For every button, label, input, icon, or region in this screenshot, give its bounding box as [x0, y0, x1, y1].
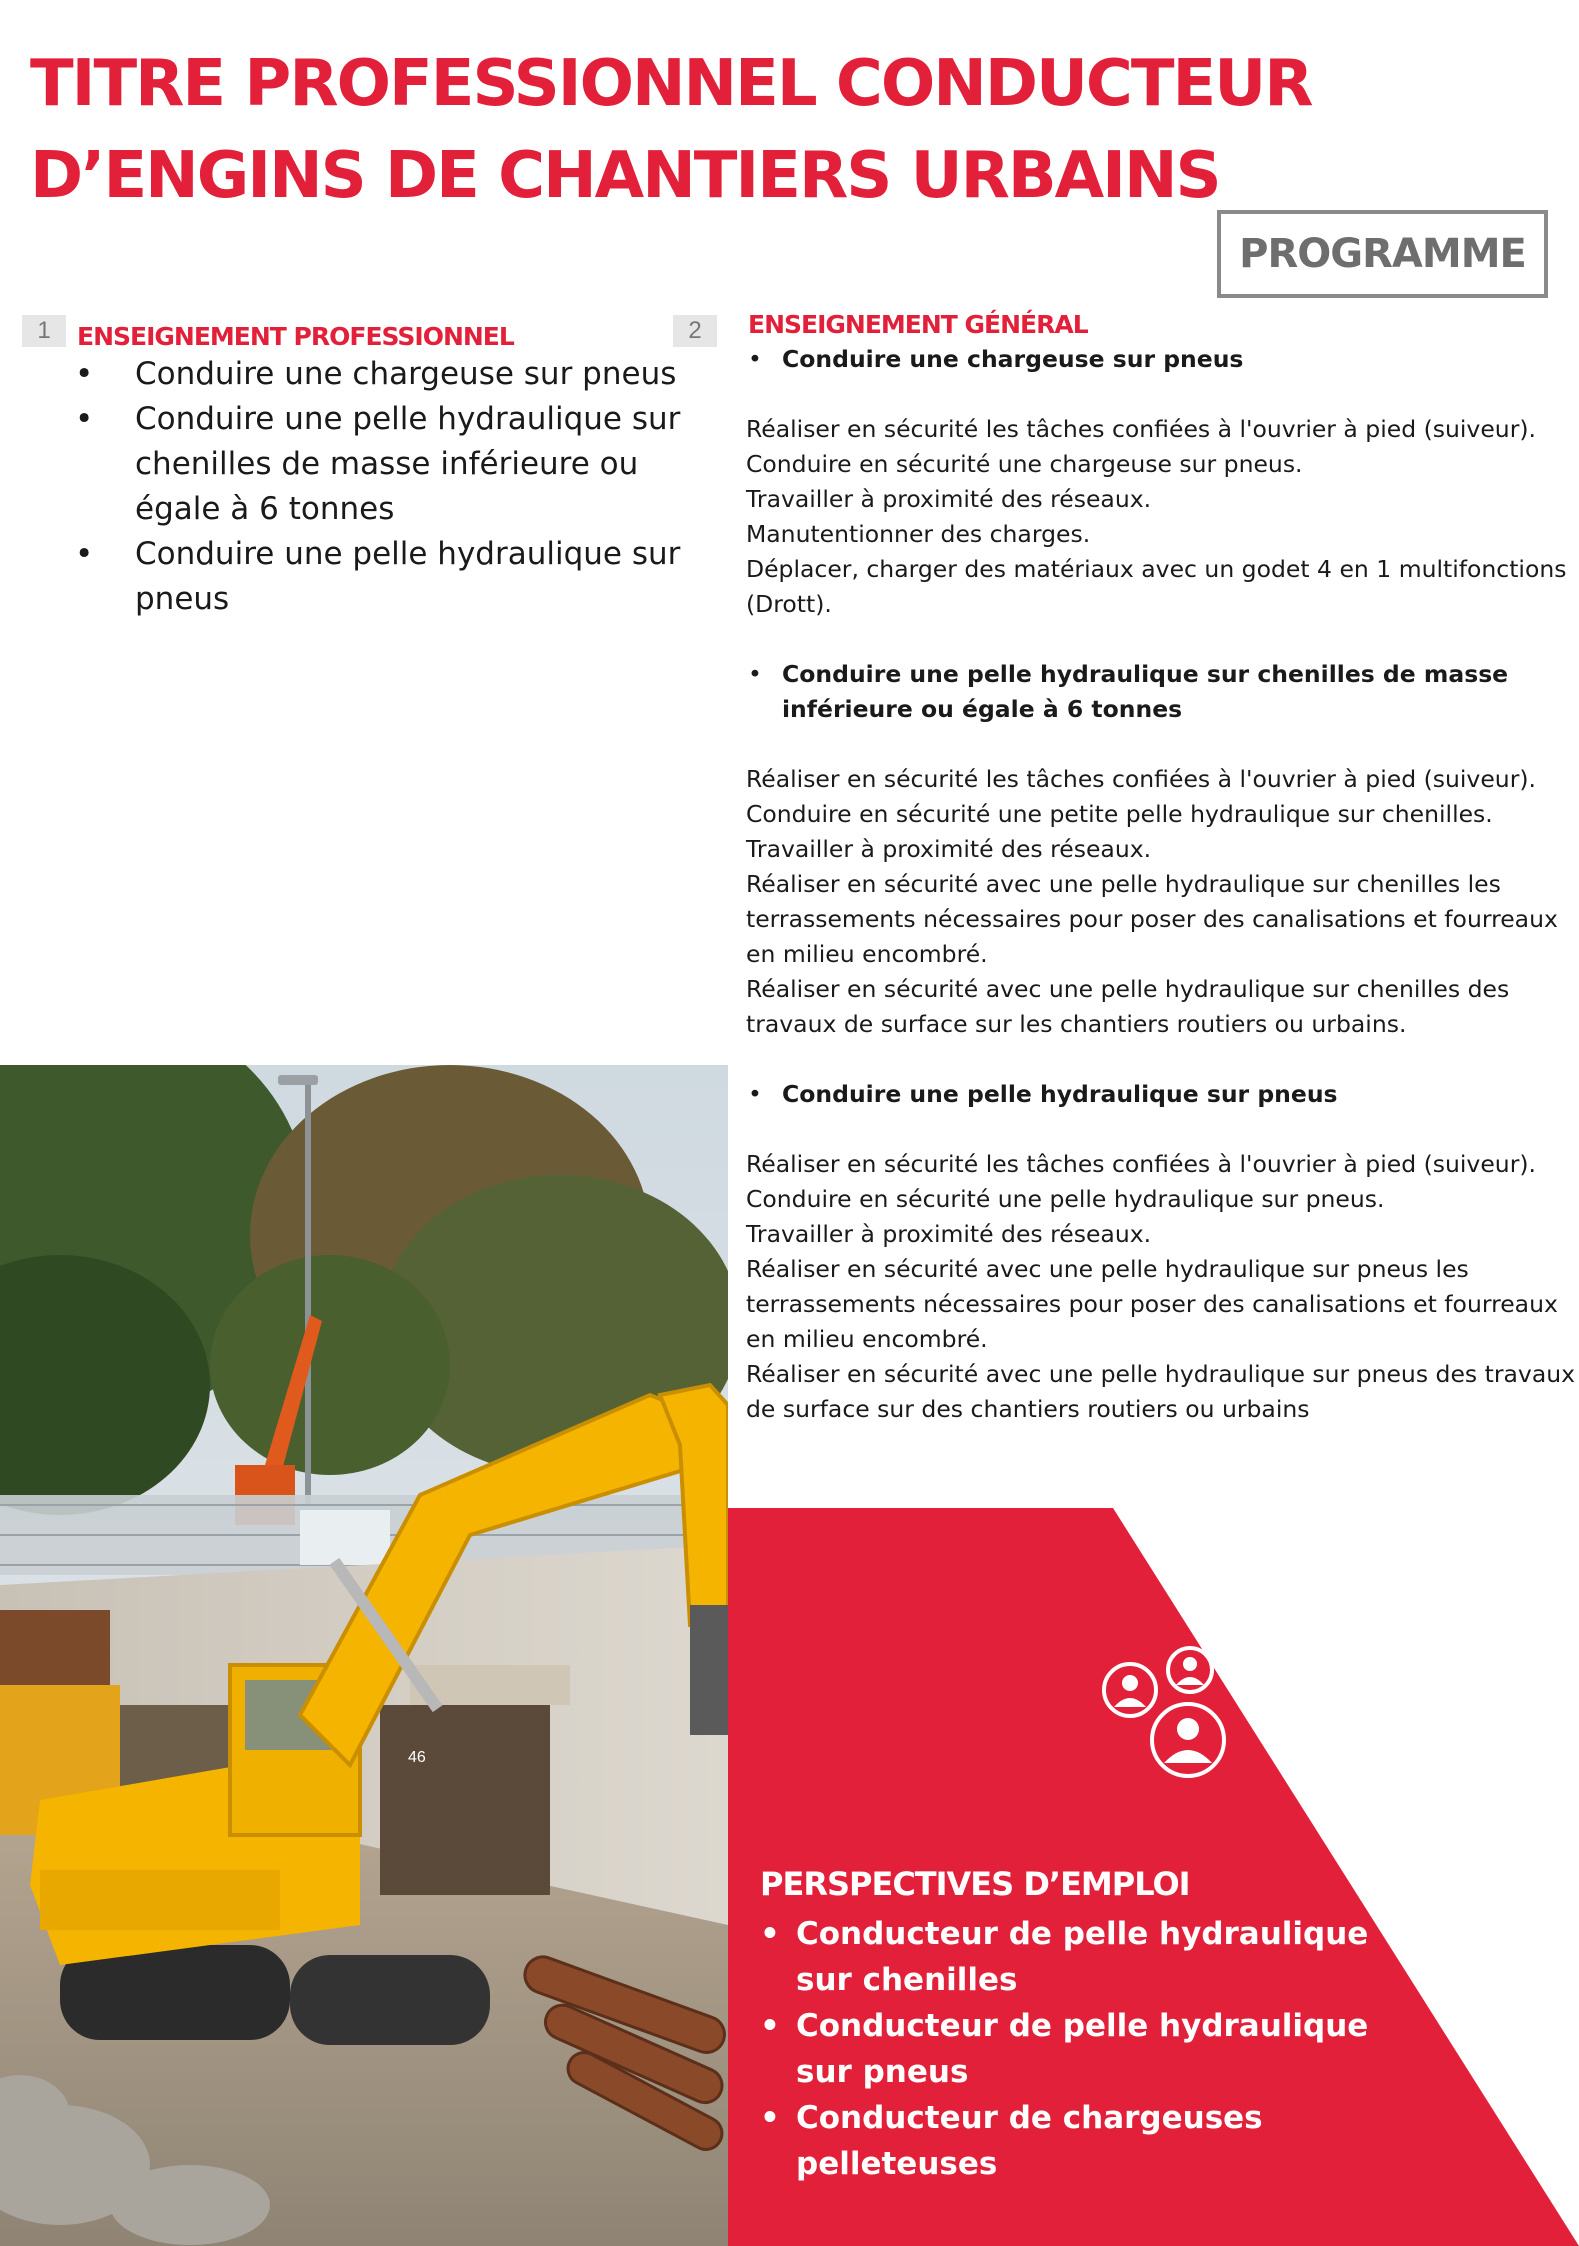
list-item: • Conduire une pelle hydraulique sur pneus — [75, 532, 685, 622]
people-network-icon — [1100, 1645, 1240, 1780]
module-line: Conduire en sécurité une chargeuse sur pneus. — [746, 450, 1303, 478]
module-line: Réaliser en sécurité les tâches confiées à l'ouvrier à pied (suiveur). — [746, 415, 1536, 443]
module-line: Réaliser en sécurité avec une pelle hydraulique sur chenilles les terrassements nécessaires pour poser des canalisations et fourreaux en milieu encombré. — [746, 870, 1558, 968]
list-item: • Conducteur de chargeuses pelleteuses — [760, 2095, 1400, 2187]
page-title — [30, 38, 1330, 222]
module-line: Réaliser en sécurité avec une pelle hydraulique sur pneus des travaux de surface sur des chantiers routiers ou urbains — [746, 1360, 1576, 1423]
perspectives-list — [760, 1911, 1400, 2187]
svg-text:46: 46 — [408, 1749, 426, 1766]
title-line-1: TITRE PROFESSIONNEL CONDUCTEUR — [30, 47, 1312, 121]
section-number-2: 2 — [673, 315, 717, 347]
general-heading: ENSEIGNEMENT GÉNÉRAL — [748, 310, 1088, 339]
list-item: • Conducteur de pelle hydraulique sur pneus — [760, 2003, 1400, 2095]
module-line: Travailler à proximité des réseaux. — [746, 485, 1152, 513]
list-item: • Conducteur de pelle hydraulique sur chenilles — [760, 1911, 1400, 2003]
general-content — [746, 342, 1576, 1462]
module-line: Réaliser en sécurité les tâches confiées à l'ouvrier à pied (suiveur). — [746, 1150, 1536, 1178]
module-line: Travailler à proximité des réseaux. — [746, 835, 1152, 863]
list-item: • Conduire une chargeuse sur pneus — [75, 352, 685, 397]
programme-badge: PROGRAMME — [1217, 210, 1548, 298]
general-module — [746, 342, 1576, 622]
module-line: Manutentionner des charges. — [746, 520, 1091, 548]
general-module — [746, 657, 1576, 1042]
professional-heading: ENSEIGNEMENT PROFESSIONNEL — [77, 322, 514, 351]
section-number-1: 1 — [22, 315, 66, 347]
module-line: Réaliser en sécurité avec une pelle hydraulique sur chenilles des travaux de surface sur les chantiers routiers ou urbains. — [746, 975, 1510, 1038]
list-item: • Conduire une pelle hydraulique sur chenilles de masse inférieure ou égale à 6 tonnes — [75, 397, 685, 532]
module-title: • Conduire une pelle hydraulique sur pneus — [746, 1077, 1576, 1112]
module-line: Réaliser en sécurité avec une pelle hydraulique sur pneus les terrassements nécessaires pour poser des canalisations et fourreaux en milieu encombré. — [746, 1255, 1558, 1353]
title-line-2: D’ENGINS DE CHANTIERS URBAINS — [30, 139, 1220, 213]
general-module — [746, 1077, 1576, 1427]
module-line: Déplacer, charger des matériaux avec un godet 4 en 1 multifonctions (Drott). — [746, 555, 1567, 618]
module-line: Conduire en sécurité une pelle hydraulique sur pneus. — [746, 1185, 1385, 1213]
module-title: • Conduire une pelle hydraulique sur chenilles de masse inférieure ou égale à 6 tonnes — [746, 657, 1576, 727]
module-title: • Conduire une chargeuse sur pneus — [746, 342, 1576, 377]
perspectives-heading: PERSPECTIVES D’EMPLOI — [760, 1865, 1190, 1903]
construction-site-photo — [0, 1065, 728, 2246]
module-line: Conduire en sécurité une petite pelle hydraulique sur chenilles. — [746, 800, 1493, 828]
professional-list — [75, 352, 685, 622]
module-line: Réaliser en sécurité les tâches confiées à l'ouvrier à pied (suiveur). — [746, 765, 1536, 793]
module-line: Travailler à proximité des réseaux. — [746, 1220, 1152, 1248]
